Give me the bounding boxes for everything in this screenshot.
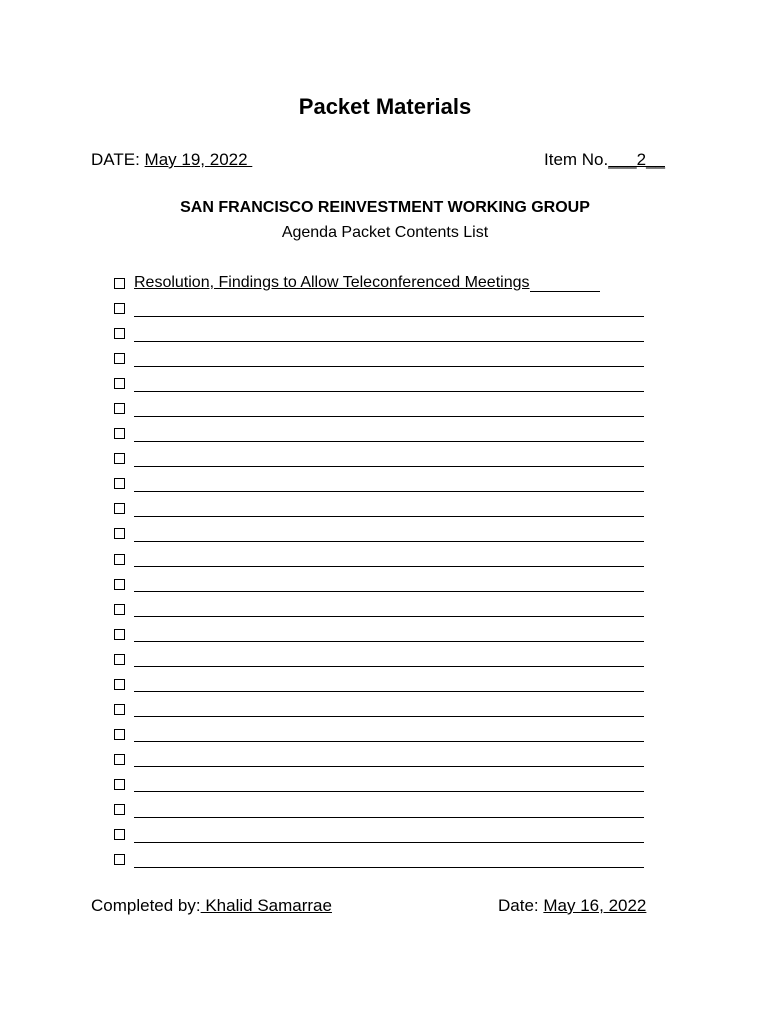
checkbox[interactable] [114, 403, 125, 414]
blank-line[interactable] [134, 800, 644, 818]
date-value: May 19, 2022 [144, 150, 253, 169]
blank-line[interactable] [134, 850, 644, 868]
blank-line[interactable] [134, 674, 644, 692]
checklist-item [114, 821, 654, 846]
checklist-item [114, 621, 654, 646]
checklist-item-label: Resolution, Findings to Allow Teleconferenced Meetings [134, 273, 530, 291]
checklist-item [114, 370, 654, 395]
checkbox[interactable] [114, 729, 125, 740]
blank-line[interactable] [134, 724, 644, 742]
checklist-item [114, 395, 654, 420]
item-number-label: Item No. [544, 150, 609, 169]
checkbox[interactable] [114, 829, 125, 840]
checkbox[interactable] [114, 754, 125, 765]
checkbox[interactable] [114, 629, 125, 640]
blank-line[interactable] [134, 324, 644, 342]
checklist-item [114, 721, 654, 746]
checkbox[interactable] [114, 854, 125, 865]
blank-line[interactable] [134, 549, 644, 567]
checkbox[interactable] [114, 453, 125, 464]
checkbox[interactable] [114, 528, 125, 539]
completed-by-label: Completed by: [91, 896, 201, 915]
blank-line[interactable] [134, 749, 644, 767]
blank-line[interactable] [134, 474, 644, 492]
checkbox[interactable] [114, 378, 125, 389]
blank-line[interactable] [134, 774, 644, 792]
completed-by-field [91, 896, 332, 916]
blank-line[interactable] [134, 374, 644, 392]
checklist-item [114, 295, 654, 320]
blank-line[interactable] [134, 599, 644, 617]
blank-line[interactable] [134, 574, 644, 592]
completion-date-value: May 16, 2022 [543, 896, 647, 915]
checklist-item [114, 696, 654, 721]
checklist-item [114, 520, 654, 545]
checkbox[interactable] [114, 804, 125, 815]
checklist-item [114, 571, 654, 596]
checkbox[interactable] [114, 704, 125, 715]
checklist-item [114, 746, 654, 771]
completed-by-value: Khalid Samarrae [200, 896, 332, 915]
checklist-item [114, 546, 654, 571]
blank-line[interactable] [134, 424, 644, 442]
checklist-item [114, 846, 654, 871]
checkbox[interactable] [114, 478, 125, 489]
checkbox[interactable] [114, 604, 125, 615]
checkbox[interactable] [114, 554, 125, 565]
date-label: DATE: [91, 150, 140, 169]
checklist-item [114, 771, 654, 796]
blank-line[interactable] [134, 349, 644, 367]
contents-checklist [114, 270, 654, 871]
completion-date-label: Date: [498, 896, 539, 915]
checkbox[interactable] [114, 328, 125, 339]
checkbox[interactable] [114, 654, 125, 665]
item-number-value: ___2__ [608, 150, 665, 169]
checkbox[interactable] [114, 679, 125, 690]
checklist-item [114, 470, 654, 495]
blank-line[interactable] [134, 524, 644, 542]
checklist-item [114, 420, 654, 445]
blank-line[interactable] [134, 499, 644, 517]
checklist-item [114, 320, 654, 345]
checkbox[interactable] [114, 579, 125, 590]
blank-line[interactable] [134, 649, 644, 667]
checkbox[interactable] [114, 303, 125, 314]
checkbox[interactable] [114, 278, 125, 289]
blank-line[interactable] [134, 699, 644, 717]
checklist-item [114, 671, 654, 696]
blank-line[interactable] [134, 399, 644, 417]
checkbox[interactable] [114, 503, 125, 514]
page-title: Packet Materials [298, 94, 472, 119]
checklist-item [114, 445, 654, 470]
document-subtitle: Agenda Packet Contents List [281, 224, 489, 241]
blank-line[interactable] [134, 825, 644, 843]
blank-line [530, 274, 600, 292]
checklist-item [114, 796, 654, 821]
item-number-field [544, 150, 665, 170]
checklist-item [114, 596, 654, 621]
date-field [91, 150, 252, 170]
organization-title: SAN FRANCISCO REINVESTMENT WORKING GROUP [180, 199, 590, 216]
blank-line[interactable] [134, 449, 644, 467]
checklist-entry [134, 274, 644, 292]
checklist-item [114, 270, 654, 295]
blank-line[interactable] [134, 624, 644, 642]
completion-date-field [498, 896, 646, 916]
blank-line[interactable] [134, 299, 644, 317]
checkbox[interactable] [114, 779, 125, 790]
checkbox[interactable] [114, 353, 125, 364]
checklist-item [114, 646, 654, 671]
checklist-item [114, 345, 654, 370]
checkbox[interactable] [114, 428, 125, 439]
checklist-item [114, 495, 654, 520]
